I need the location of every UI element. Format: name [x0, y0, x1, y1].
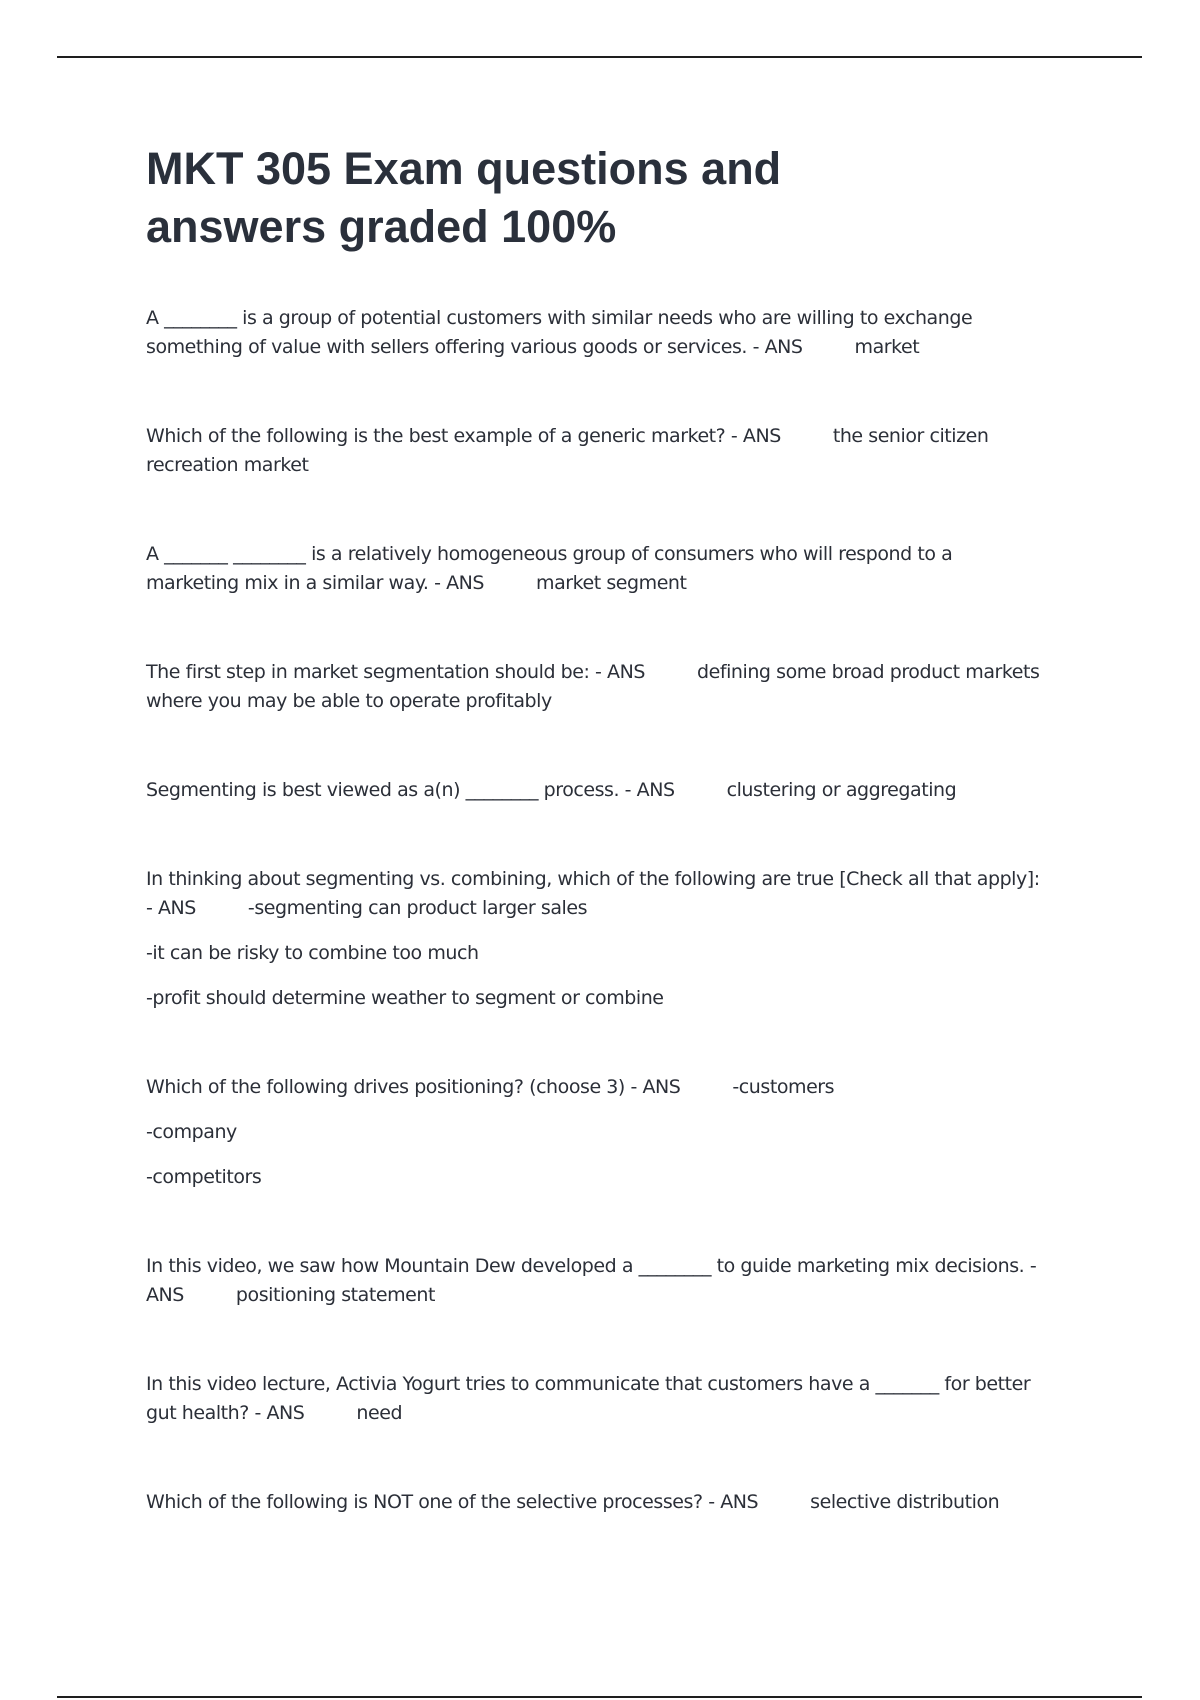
question-text: In this video lecture, Activia Yogurt tries to communicate that customers have a _______ for better gut health? - ANS: [146, 1373, 1031, 1424]
qa-list: [146, 304, 1046, 1517]
answer-text: positioning statement: [235, 1284, 435, 1306]
question-text: Which of the following is NOT one of the selective processes? - ANS: [146, 1491, 759, 1513]
answer-extra-line: -competitors: [146, 1166, 262, 1188]
qa-item: [146, 1252, 1046, 1310]
qa-item: [146, 658, 1046, 716]
qa-item: [146, 1073, 1046, 1192]
question-text: Segmenting is best viewed as a(n) ________ process. - ANS: [146, 779, 675, 801]
answer-text: selective distribution: [810, 1491, 1000, 1513]
document-body: [146, 140, 1046, 1577]
answer-text: need: [356, 1402, 403, 1424]
answer-text: -customers: [732, 1076, 835, 1098]
qa-item: [146, 422, 1046, 480]
answer-text: the senior citizen recreation market: [146, 425, 989, 476]
question-text: In thinking about segmenting vs. combining, which of the following are true [Check all that apply]: - ANS: [146, 868, 1040, 919]
qa-item: [146, 540, 1046, 598]
title-line-2: answers graded 100%: [146, 201, 617, 252]
top-rule: [57, 56, 1142, 58]
qa-item: [146, 304, 1046, 362]
question-text: The first step in market segmentation should be: - ANS: [146, 661, 645, 683]
answer-extra-line: -company: [146, 1121, 237, 1143]
bottom-rule: [57, 1696, 1142, 1698]
answer-text: market segment: [536, 572, 687, 594]
answer-extra-line: -profit should determine weather to segment or combine: [146, 987, 664, 1009]
answer-text: market: [854, 336, 920, 358]
question-text: Which of the following is the best example of a generic market? - ANS: [146, 425, 781, 447]
qa-item: [146, 1488, 1046, 1517]
question-text: Which of the following drives positioning? (choose 3) - ANS: [146, 1076, 681, 1098]
question-text: A ________ is a group of potential customers with similar needs who are willing to exchange something of value with sellers offering various goods or services. - ANS: [146, 307, 973, 358]
question-text: In this video, we saw how Mountain Dew developed a ________ to guide marketing mix decisions. - ANS: [146, 1255, 1037, 1306]
title-line-1: MKT 305 Exam questions and: [146, 143, 782, 194]
answer-text: -segmenting can product larger sales: [247, 897, 588, 919]
qa-item: [146, 865, 1046, 1013]
answer-extra-line: -it can be risky to combine too much: [146, 942, 479, 964]
qa-item: [146, 776, 1046, 805]
answer-text: clustering or aggregating: [726, 779, 957, 801]
qa-item: [146, 1370, 1046, 1428]
question-text: A _______ ________ is a relatively homogeneous group of consumers who will respond to a marketing mix in a similar way. - ANS: [146, 543, 953, 594]
answer-text: defining some broad product markets where you may be able to operate profitably: [146, 661, 1040, 712]
document-title: [146, 140, 1046, 256]
